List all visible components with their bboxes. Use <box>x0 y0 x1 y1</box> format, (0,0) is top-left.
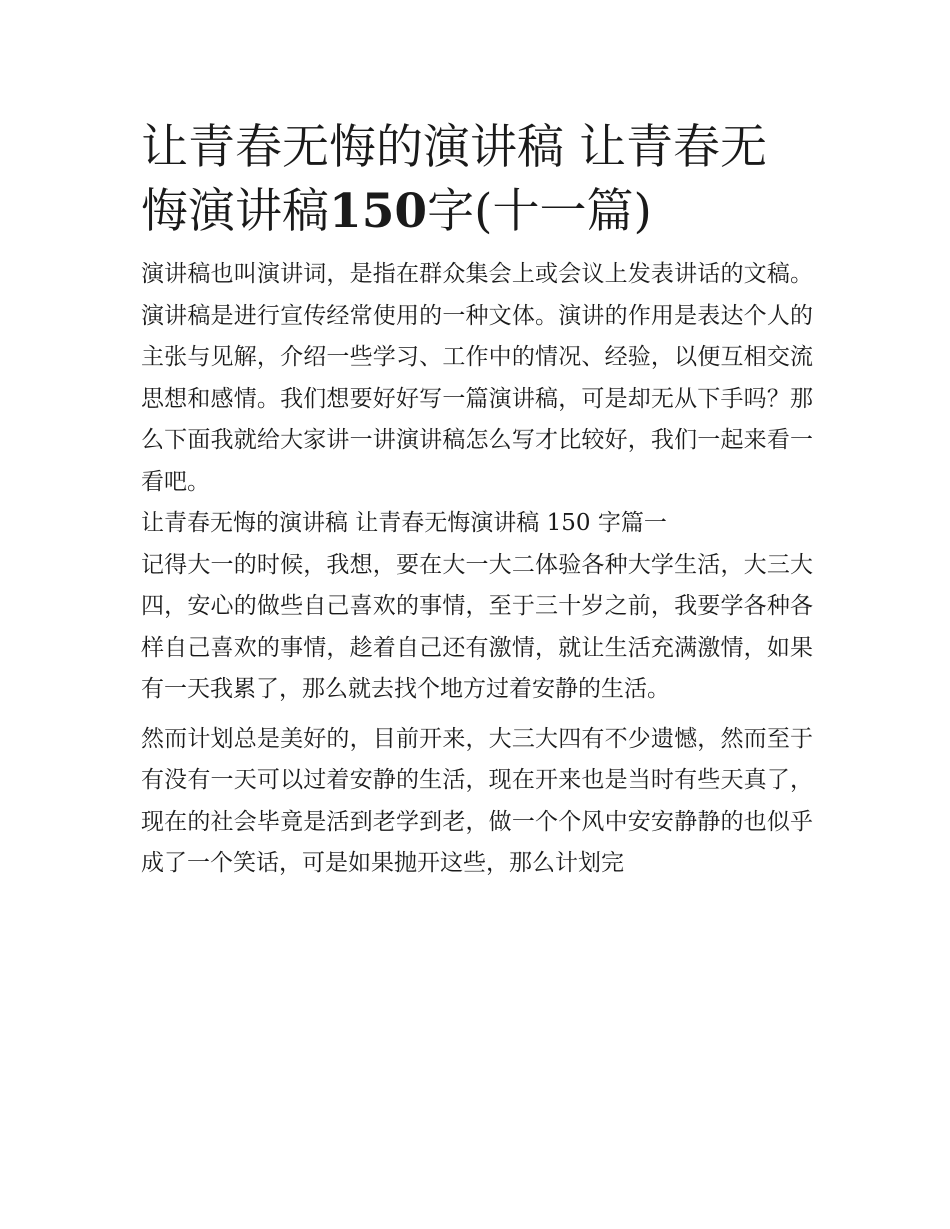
document-content <box>141 116 813 885</box>
title-text-part2: 字(十一篇) <box>427 184 652 239</box>
title-text-part1: 让青春无悔的演讲稿 让青春无悔演讲稿 <box>141 120 767 239</box>
title-number: 150 <box>329 184 428 239</box>
section-heading: 让青春无悔的演讲稿 让青春无悔演讲稿 150 字篇一 <box>141 510 667 536</box>
intro-paragraph: 演讲稿也叫演讲词，是指在群众集会上或会议上发表讲话的文稿。演讲稿是进行宣传经常使用的一种文体。演讲的作用是表达个人的主张与见解，介绍一些学习、工作中的情况、经验，以便互相交流思想和感情。我们想要好好写一篇演讲稿，可是却无从下手吗？那么下面我就给大家讲一讲演讲稿怎么写才比较好，我们一起来看一看吧。 <box>141 261 813 495</box>
document-title <box>141 116 813 244</box>
body-paragraph-1: 记得大一的时候，我想，要在大一大二体验各种大学生活，大三大四，安心的做些自己喜欢的事情，至于三十岁之前，我要学各种各样自己喜欢的事情，趁着自己还有激情，就让生活充满激情，如果有一天我累了，那么就去找个地方过着安静的生活。 <box>141 551 813 702</box>
body-paragraph-2: 然而计划总是美好的，目前开来，大三大四有不少遗憾，然而至于有没有一天可以过着安静的生活，现在开来也是当时有些天真了，现在的社会毕竟是活到老学到老，做一个个风中安安静静的也似乎成了一个笑话，可是如果抛开这些，那么计划完 <box>141 725 813 876</box>
